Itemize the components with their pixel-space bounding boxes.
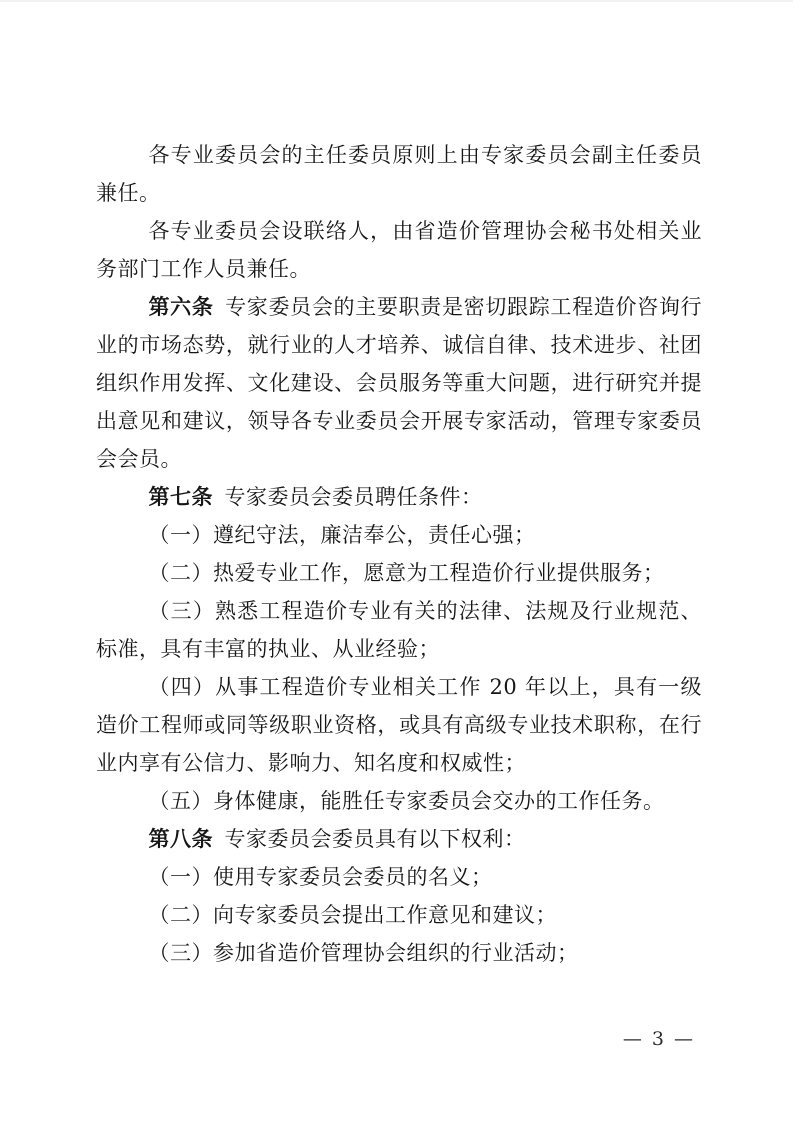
list-item: （三）参加省造价管理协会组织的行业活动； xyxy=(148,941,579,965)
paragraph: 各专业委员会的主任委员原则上由专家委员会副主任委员兼任。 xyxy=(96,143,702,205)
page-number: — 3 — xyxy=(622,1028,695,1050)
list-item: （三）熟悉工程造价专业有关的法律、法规及行业规范、标准，具有丰富的执业、从业经验； xyxy=(96,599,702,661)
document-body xyxy=(96,136,702,972)
article-number-label: 第七条 xyxy=(148,484,213,509)
list-item: （五）身体健康，能胜任专家委员会交办的工作任务。 xyxy=(148,789,665,813)
article-number-label: 第八条 xyxy=(148,826,213,851)
list-item: （二）向专家委员会提出工作意见和建议； xyxy=(148,903,557,927)
article-number-label: 第六条 xyxy=(148,294,214,319)
article-paragraph xyxy=(96,478,702,516)
article-text: 专家委员会的主要职责是密切跟踪工程造价咨询行业的市场态势，就行业的人才培养、诚信自律、技术进步、社团组织作用发挥、文化建设、会员服务等重大问题，进行研究并提出意见和建议，领导各专业委员会开展专家活动，管理专家委员会会员。 xyxy=(96,295,703,471)
list-item: （二）热爱专业工作，愿意为工程造价行业提供服务； xyxy=(148,561,665,585)
paragraph: 各专业委员会设联络人，由省造价管理协会秘书处相关业务部门工作人员兼任。 xyxy=(96,219,702,281)
article-text: 专家委员会委员聘任条件： xyxy=(224,485,483,509)
article-paragraph xyxy=(96,288,702,478)
article-paragraph xyxy=(96,820,702,858)
list-item: （一）遵纪守法，廉洁奉公，责任心强； xyxy=(148,523,536,547)
list-item: （四）从事工程造价专业相关工作 20 年以上，具有一级造价工程师或同等级职业资格，或具有高级专业技术职称，在行业内享有公信力、影响力、知名度和权威性； xyxy=(96,675,702,775)
article-text: 专家委员会委员具有以下权利： xyxy=(224,827,526,851)
list-item: （一）使用专家委员会委员的名义； xyxy=(148,865,493,889)
